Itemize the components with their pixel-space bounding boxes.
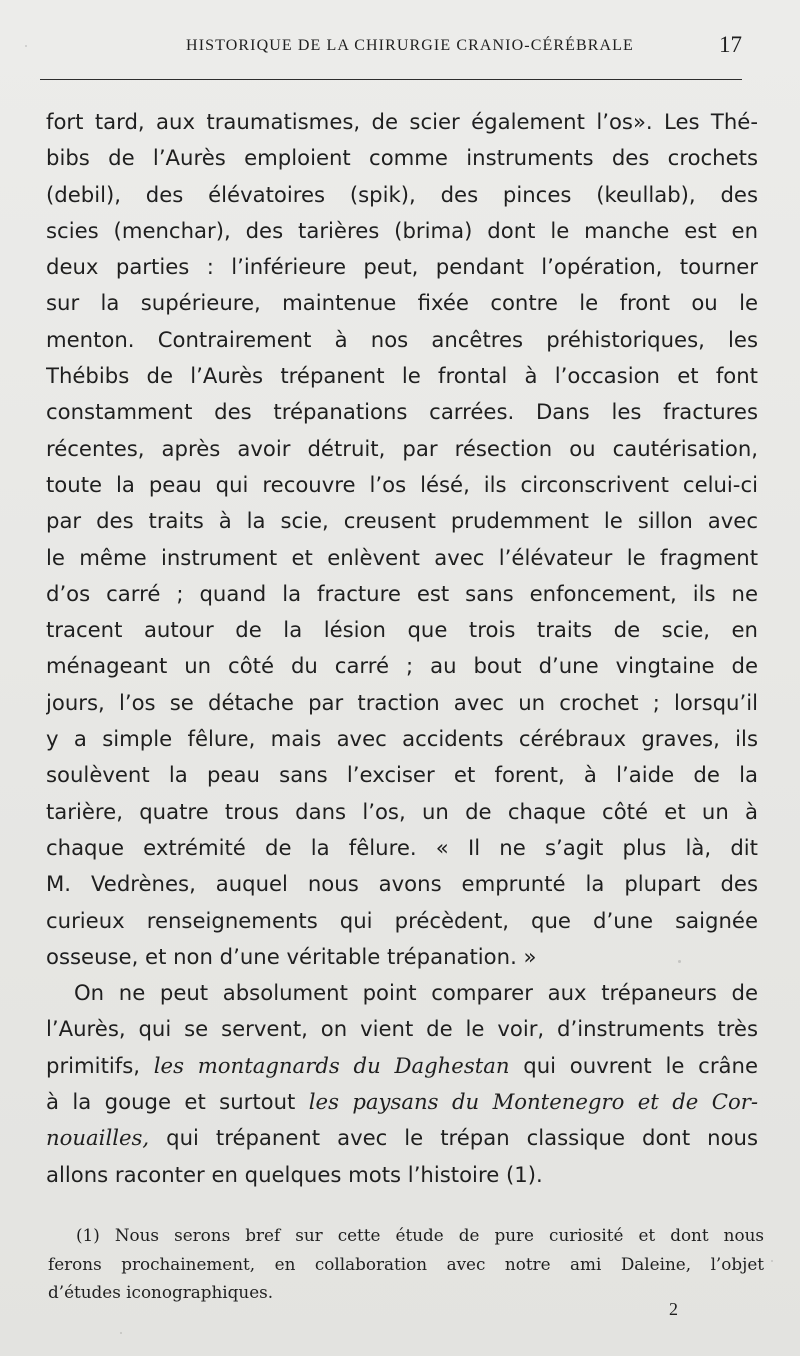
text-line: tracent autour de la lésion que trois traits de scie, en [46, 617, 758, 643]
header-rule [40, 79, 742, 80]
italic-phrase: nouailles, [46, 1125, 150, 1151]
text-line: M. Vedrènes, auquel nous avons emprunté la plupart des [46, 871, 758, 897]
paper-speck [25, 45, 27, 47]
text-line: sur la supérieure, maintenue fixée contre le front ou le [46, 290, 758, 316]
text-line: bibs de l’Aurès emploient comme instruments des crochets [46, 145, 758, 171]
text-line: fort tard, aux traumatismes, de scier également l’os». Les Thé- [46, 109, 758, 134]
page-header [40, 34, 760, 62]
footnote-line: (1) Nous serons bref sur cette étude de pure curiosité et dont nous [76, 1225, 764, 1245]
paper-speck [120, 1332, 122, 1334]
text-line: (debil), des élévatoires (spik), des pinces (keullab), des [46, 181, 758, 207]
text-line: jours, l’os se détache par traction avec un crochet ; lorsqu’il [46, 689, 758, 715]
text-line: récentes, après avoir détruit, par résection ou cautérisation, [46, 435, 758, 461]
signature-mark: 2 [669, 1299, 678, 1319]
text-line: toute la peau qui recouvre l’os lésé, ils circonscrivent celui-ci [46, 471, 758, 497]
italic-phrase: les montagnards du Daghestan [153, 1052, 510, 1078]
running-head: HISTORIQUE DE LA CHIRURGIE CRANIO-CÉRÉBRALE [186, 37, 634, 54]
text-fragment: qui trépanent avec le trépan classique dont nous [149, 1125, 758, 1151]
text-line: chaque extrémité de la fêlure. « Il ne s’agit plus là, dit [46, 834, 758, 860]
footnote [48, 1221, 764, 1307]
text-line: deux parties : l’inférieure peut, pendant l’opération, tourner [46, 254, 758, 280]
text-line: y a simple fêlure, mais avec accidents cérébraux graves, ils [46, 726, 758, 752]
paragraph-line: allons raconter en quelques mots l’histoire (1). [46, 1161, 543, 1187]
paper-speck [678, 960, 681, 963]
text-line: tarière, quatre trous dans l’os, un de chaque côté et un à [46, 798, 758, 824]
text-fragment: qui ouvrent le crâne [509, 1052, 758, 1078]
paragraph-line [46, 1120, 758, 1156]
text-line: d’os carré ; quand la fracture est sans enfoncement, ils ne [46, 580, 758, 606]
paragraph-line: On ne peut absolument point comparer aux trépaneurs de [74, 980, 758, 1006]
text-line: soulèvent la peau sans l’exciser et forent, à l’aide de la [46, 762, 758, 788]
footnote-line: ferons prochainement, en collaboration avec notre ami Daleine, l’objet [48, 1253, 764, 1274]
paragraph-line: l’Aurès, qui se servent, on vient de le voir, d’instruments très [46, 1016, 758, 1042]
text-line: par des traits à la scie, creusent prudemment le sillon avec [46, 508, 758, 534]
text-line: ménageant un côté du carré ; au bout d’une vingtaine de [46, 653, 758, 679]
text-fragment: à la gouge et surtout [46, 1089, 309, 1115]
text-fragment: primitifs, [46, 1052, 154, 1078]
paragraph-line [46, 1048, 758, 1084]
text-line: scies (menchar), des tarières (brima) dont le manche est en [46, 217, 758, 243]
text-line: constamment des trépanations carrées. Dans les fractures [46, 399, 758, 425]
footnote-line: d’études iconographiques. [48, 1282, 274, 1302]
main-text [46, 104, 758, 1193]
text-line: le même instrument et enlèvent avec l’élévateur le fragment [46, 544, 758, 570]
paper-speck [771, 1260, 773, 1262]
italic-phrase: les paysans du Montenegro et de Cor- [308, 1089, 758, 1115]
paragraph-line [46, 1084, 758, 1120]
text-line: Thébibs de l’Aurès trépanent le frontal à l’occasion et font [46, 363, 758, 389]
text-line: osseuse, et non d’une véritable trépanation. » [46, 943, 537, 969]
text-line: menton. Contrairement à nos ancêtres préhistoriques, les [46, 326, 758, 352]
page-number: 17 [719, 32, 742, 57]
text-line: curieux renseignements qui précèdent, que d’une saignée [46, 907, 758, 933]
